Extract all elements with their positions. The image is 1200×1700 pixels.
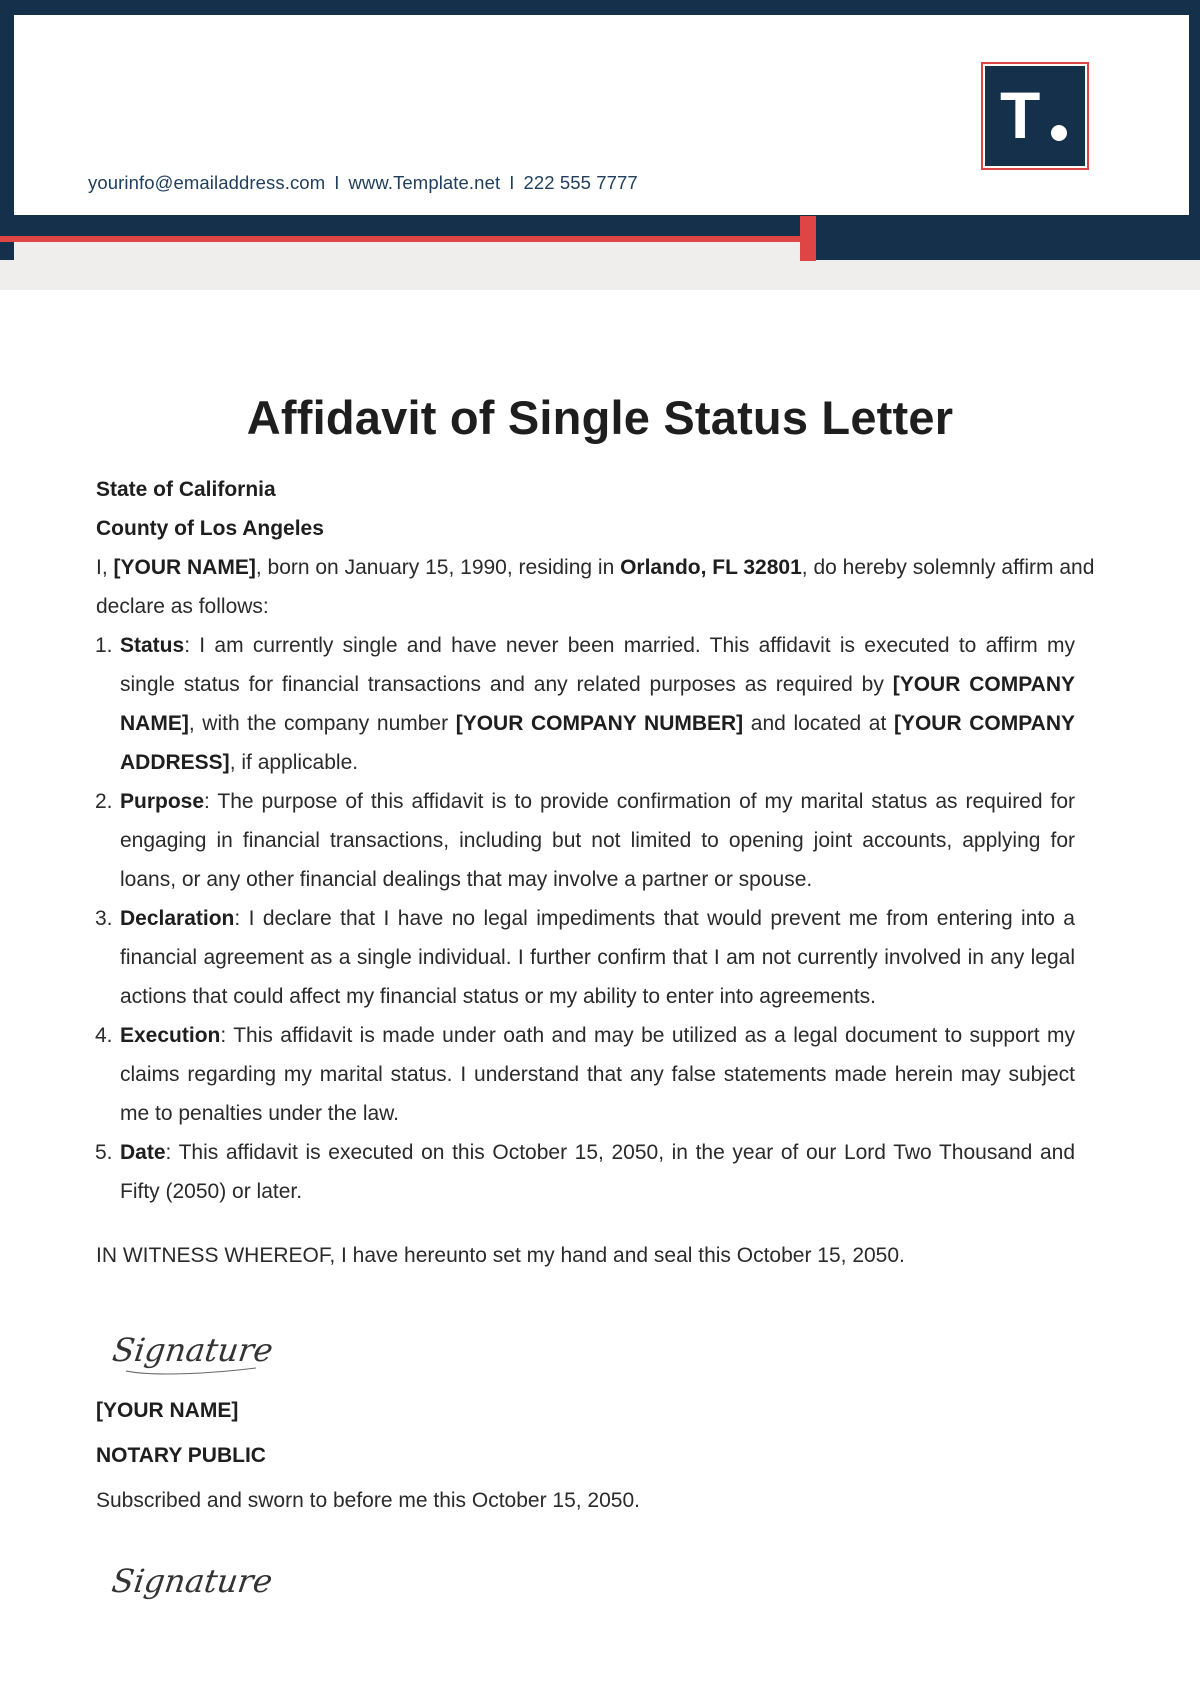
company-logo xyxy=(981,62,1089,170)
sworn-statement: Subscribed and sworn to before me this October 15, 2050. xyxy=(96,1489,640,1512)
clause-number: 1. xyxy=(95,634,113,657)
logo-t-icon xyxy=(1000,86,1070,146)
clause-item xyxy=(95,899,1075,1016)
witness-statement: IN WITNESS WHEREOF, I have hereunto set my hand and seal this October 15, 2050. xyxy=(96,1244,905,1267)
clause-text: : This affidavit is executed on this October 15, 2050, in the year of our Lord Two Thousand and Fifty (2050) or later. xyxy=(120,1141,1075,1203)
clause-heading: Status xyxy=(120,634,185,657)
svg-text:Signature: Signature xyxy=(109,1562,275,1600)
affiant-signature xyxy=(96,1313,1098,1383)
clause-text: : The purpose of this affidavit is to provide confirmation of my marital status as required for engaging in financial transactions, including but not limited to opening joint accounts, applying for loans, or any other financial dealings that may involve a partner or spouse. xyxy=(120,790,1075,891)
company-address-placeholder: [YOUR COMPANY ADDRESS] xyxy=(120,712,1076,774)
clause-number: 5. xyxy=(95,1141,113,1164)
clause-number: 4. xyxy=(95,1024,113,1047)
contact-phone: 222 555 7777 xyxy=(523,172,638,193)
clause-heading: Date xyxy=(120,1141,166,1164)
clause-item: 1. Status: I am currently single and have never been married. This affidavit is executed to affirm my single status for financial transactions and any related purposes as required by [YOUR COMPANY NAME], with the company number [YOUR COMPANY NUMBER] and located at [YOUR COMPANY ADDRESS], if applicable. xyxy=(120,626,1075,782)
notary-signature xyxy=(96,1540,1098,1610)
notary-title: NOTARY PUBLIC xyxy=(96,1444,266,1467)
clause-heading: Purpose xyxy=(120,790,205,813)
company-name-placeholder: [YOUR COMPANY NAME] xyxy=(120,673,1076,735)
clause-heading: Declaration xyxy=(120,907,235,930)
header-navy-right-block xyxy=(812,210,1200,260)
company-number-placeholder: [YOUR COMPANY NUMBER] xyxy=(455,712,744,735)
document-body xyxy=(96,470,1098,1610)
clause-text: : I declare that I have no legal impediments that would prevent me from entering into a financial agreement as a single individual. I further confirm that I am not currently involved in any legal actions that could affect my financial status or my ability to enter into agreements. xyxy=(120,907,1075,1008)
clause-number: 2. xyxy=(95,790,113,813)
clause-heading: Execution xyxy=(120,1024,221,1047)
signature-mark xyxy=(96,1540,296,1610)
clause-item xyxy=(95,782,1075,899)
affiant-location: Orlando, FL 32801 xyxy=(620,556,802,579)
svg-text:Signature: Signature xyxy=(110,1331,276,1369)
header-red-tab xyxy=(800,216,816,261)
contact-separator: I xyxy=(509,172,515,193)
intro-paragraph: I, [YOUR NAME], born on January 15, 1990, residing in Orlando, FL 32801, do hereby solemnly affirm and declare as follows: xyxy=(96,556,1095,618)
signer-name: [YOUR NAME] xyxy=(96,1399,239,1422)
contact-email: yourinfo@emailaddress.com xyxy=(88,172,326,193)
contact-separator: I xyxy=(334,172,340,193)
document-title: Affidavit of Single Status Letter xyxy=(246,391,954,444)
logo-letter: T xyxy=(1000,86,1041,146)
clause-text: : This affidavit is made under oath and may be utilized as a legal document to support my claims regarding my marital status. I understand that any false statements made herein may subject me to penalties under the law. xyxy=(120,1024,1075,1125)
logo-badge xyxy=(985,66,1085,166)
contact-website: www.Template.net xyxy=(348,172,501,193)
header-red-rule xyxy=(0,236,805,242)
state-line: State of California xyxy=(96,478,276,501)
clause-item xyxy=(95,1016,1075,1133)
clause-list xyxy=(96,626,1098,1211)
clause-item xyxy=(95,1133,1075,1211)
contact-line xyxy=(88,172,638,194)
header-navy-side xyxy=(0,0,14,260)
county-line: County of Los Angeles xyxy=(96,517,324,540)
signature-mark xyxy=(96,1313,296,1383)
clause-number: 3. xyxy=(95,907,113,930)
affiant-name: [YOUR NAME] xyxy=(113,556,256,579)
